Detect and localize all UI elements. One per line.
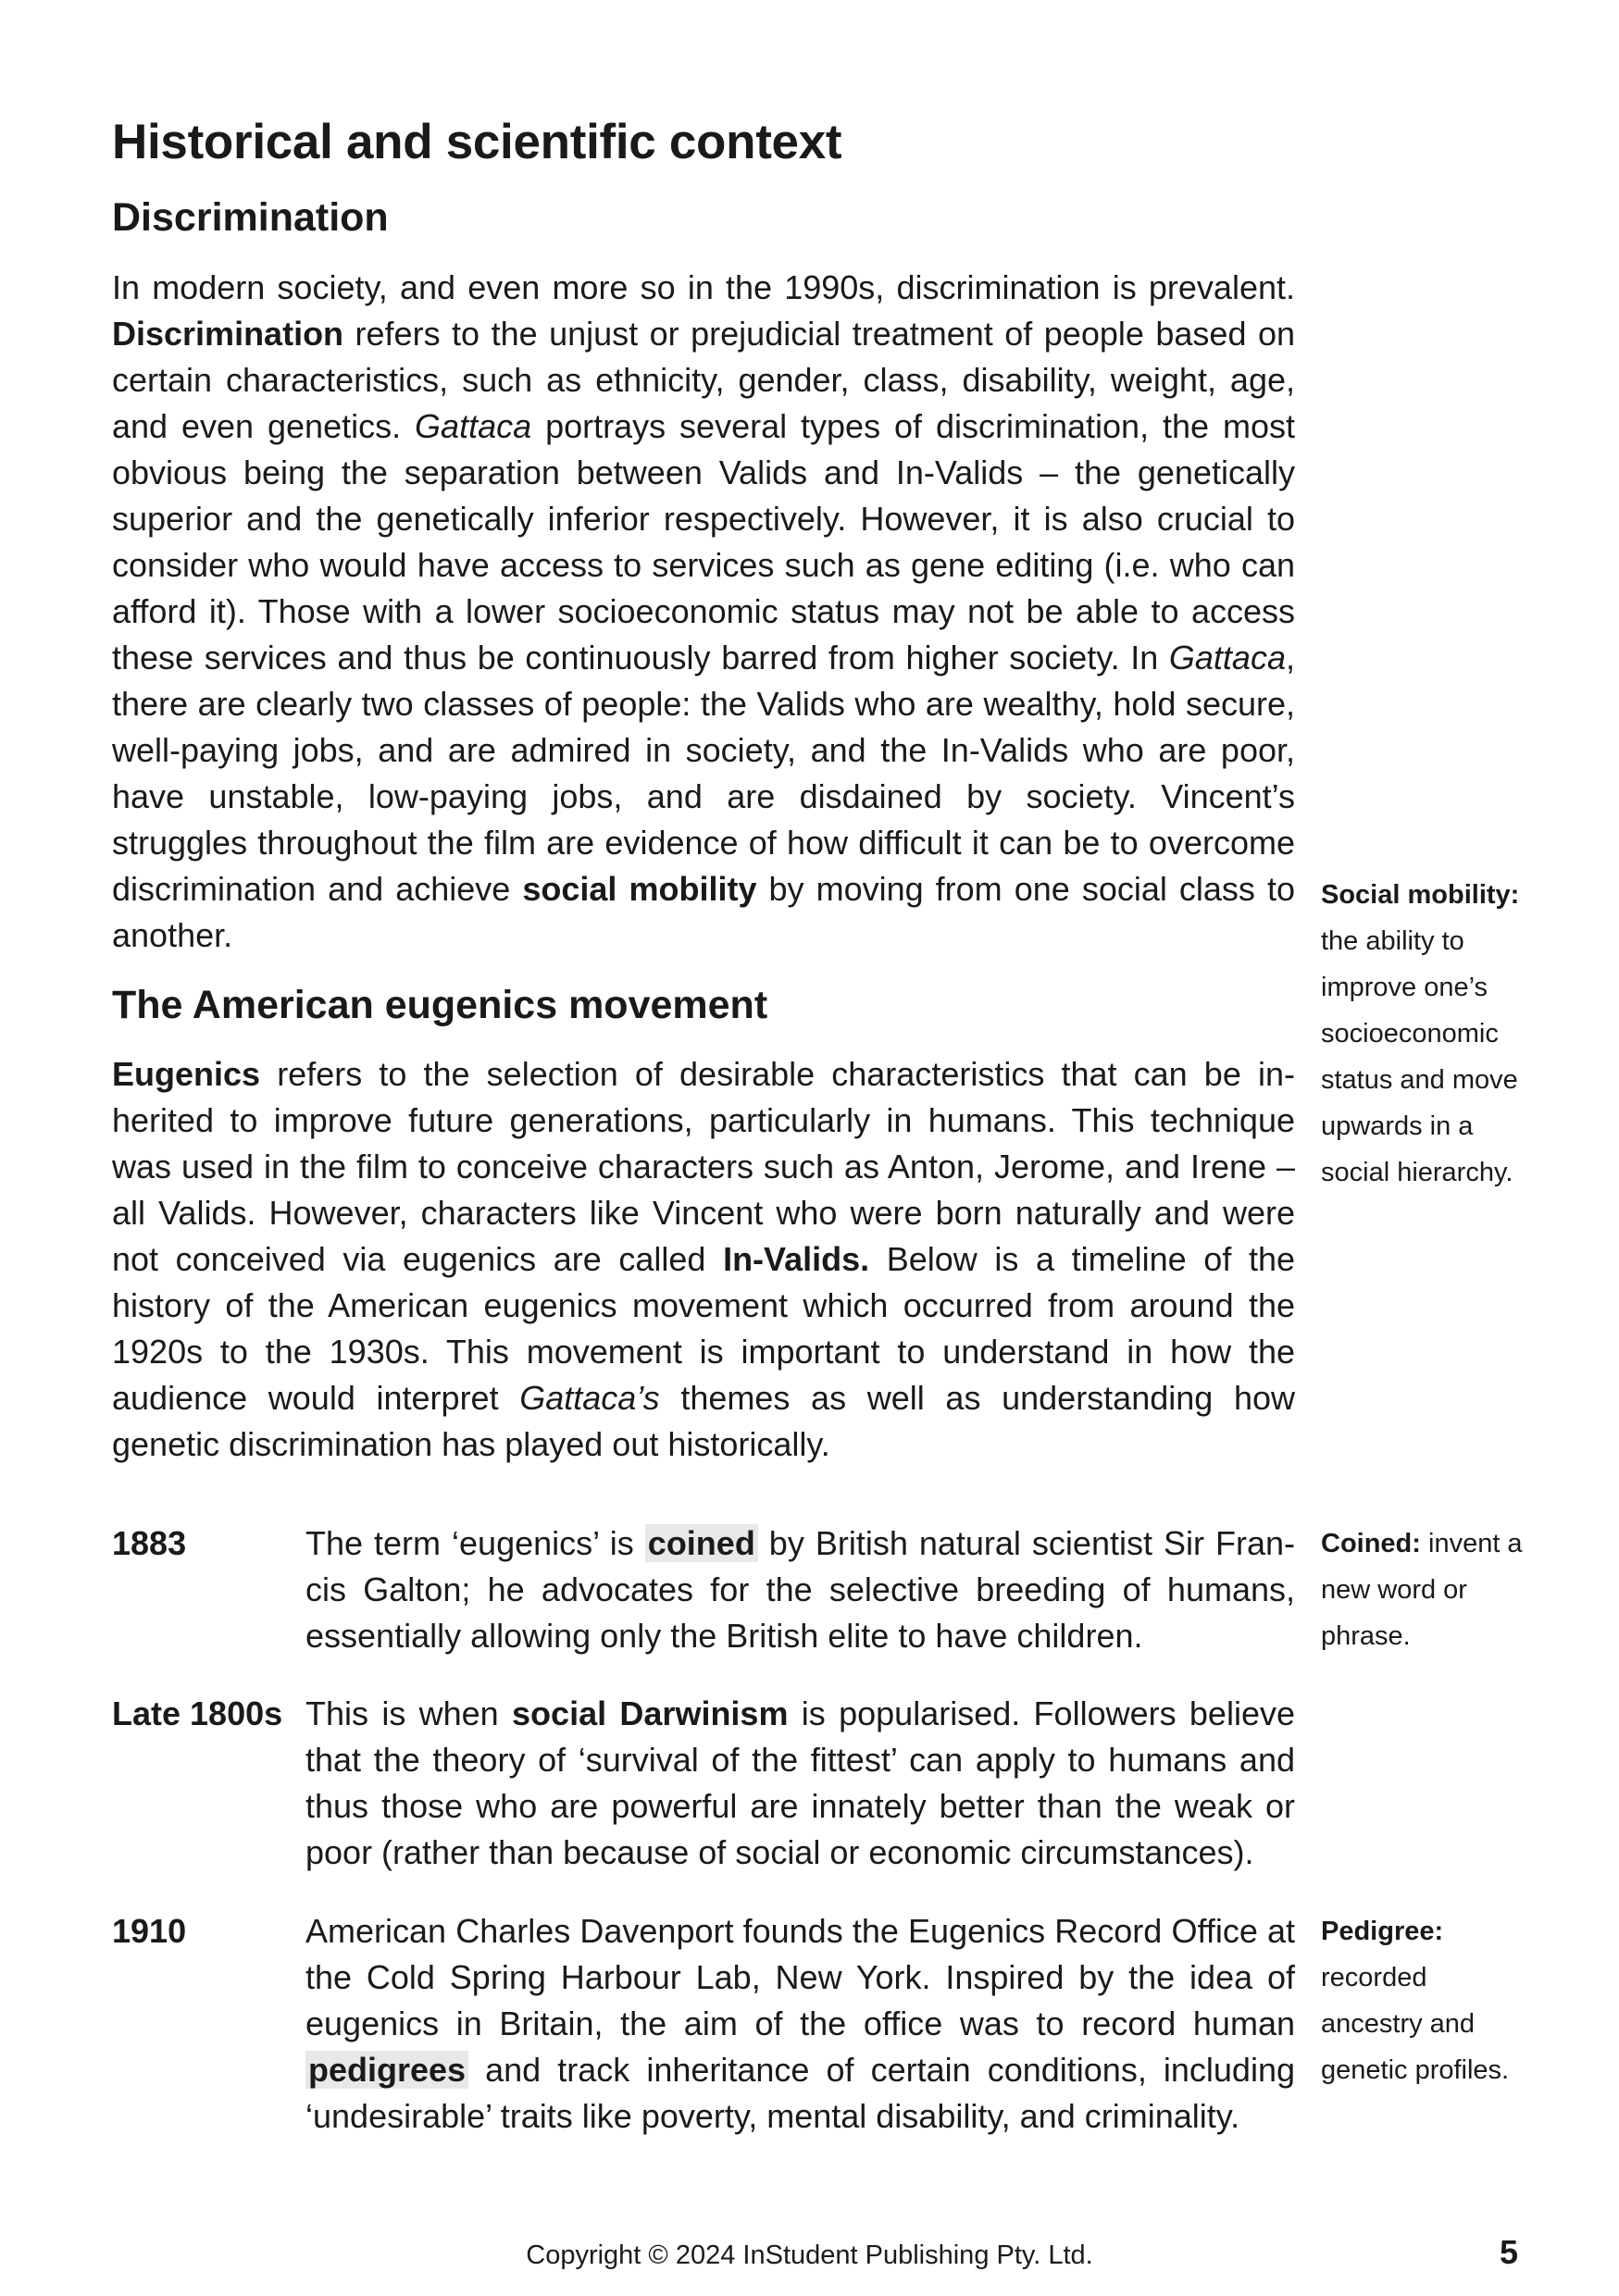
margin-note-coined: Coined: invent a new word or phrase. <box>1321 1529 1523 1651</box>
page-number: 5 <box>1499 2233 1518 2271</box>
key-term-social-mobility: social mobility <box>522 870 757 908</box>
discrimination-paragraph: In modern society, and even more so in the 1990s, discrimination is prevalent. Discrimination refers to the unjust or prejudicial treatment of people based on certain characteristics, such as ethnicity, gender, class, disability, weight, age, and even genetics. Gattaca portrays several types of discrimination, the most obvious being the separation between Valids and In-Valids – the genetically superior and the genetically inferior respectively. However, it is also crucial to consider who would have access to services such as gene editing (i.e. who can afford it). Those with a lower socioeconomic status may not be able to access these services and thus be continuously barred from higher society. In Gattaca, there are clearly two classes of people: the Valids who are wealthy, hold secure, well-paying jobs, and are admired in society, and the In-Valids who are poor, have unstable, low-paying jobs, and are disdained by society. Vincent’s struggles throughout the film are evidence of how difficult it can be to overcome discrimination and achieve social mobility by moving from one social class to another. <box>112 268 1295 954</box>
section-heading-eugenics: The American eugenics movement <box>112 983 768 1027</box>
page-title: Historical and scientific context <box>112 115 842 169</box>
key-term-in-valids: In-Valids. <box>723 1240 870 1278</box>
highlighted-term-pedigrees: pedigrees <box>305 2051 468 2089</box>
key-term-social-darwinism: social Darwinism <box>512 1694 789 1732</box>
margin-note-social-mobility: Social mobility: the ability to improve one’s socioeconomic status and move upwards in a social hierarchy. <box>1321 880 1520 1187</box>
timeline-year: 1883 <box>112 1524 187 1562</box>
timeline-year: Late 1800s <box>112 1694 283 1732</box>
timeline-entry: This is when social Darwinism is popularised. Followers believe that the theory of ‘survival of the fittest’ can apply to humans and thus those who are powerful are innately better than the weak or poor (rather than because of social or economic circumstances). <box>305 1694 1295 1871</box>
section-heading-discrimination: Discrimination <box>112 195 389 240</box>
margin-note-pedigree: Pedigree: recorded ancestry and genetic profiles. <box>1321 1917 1510 2085</box>
film-title: Gattaca’s <box>519 1379 660 1417</box>
key-term-eugenics: Eugenics <box>112 1055 261 1093</box>
film-title: Gattaca <box>1168 639 1286 676</box>
timeline-entry: American Charles Davenport founds the Eugenics Record Office at the Cold Spring Harbour Lab, New York. Inspired by the idea of eugenics in Britain, the aim of the office was to record human pedigrees and track inheritance of certain conditions, including ‘undesirable’ traits like poverty, mental disability, and criminality. <box>305 1912 1295 2135</box>
copyright-footer: Copyright © 2024 InStudent Publishing Pty. Ltd. <box>526 2240 1093 2270</box>
eugenics-paragraph: Eugenics refers to the selection of desirable characteristics that can be inherited to improve future generations, particularly in humans. This technique was used in the film to conceive characters such as Anton, Jerome, and Irene – all Valids. However, characters like Vincent who were born naturally and were not conceived via eugenics are called In-Valids. Below is a timeline of the history of the American eugenics movement which occurred from around the 1920s to the 1930s. This movement is important to understand in how the audience would interpret Gattaca’s themes as well as understanding how genetic discrimination has played out historically. <box>112 1055 1295 1463</box>
film-title: Gattaca <box>415 407 532 445</box>
highlighted-term-coined: coined <box>645 1524 758 1562</box>
key-term-discrimination: Discrimination <box>112 315 344 353</box>
timeline-year: 1910 <box>112 1912 187 1950</box>
timeline-entry: The term ‘eugenics’ is coined by British natural scientist Sir Francis Galton; he advocates for the selective breeding of humans, essentially allowing only the British elite to have children. <box>305 1524 1295 1655</box>
